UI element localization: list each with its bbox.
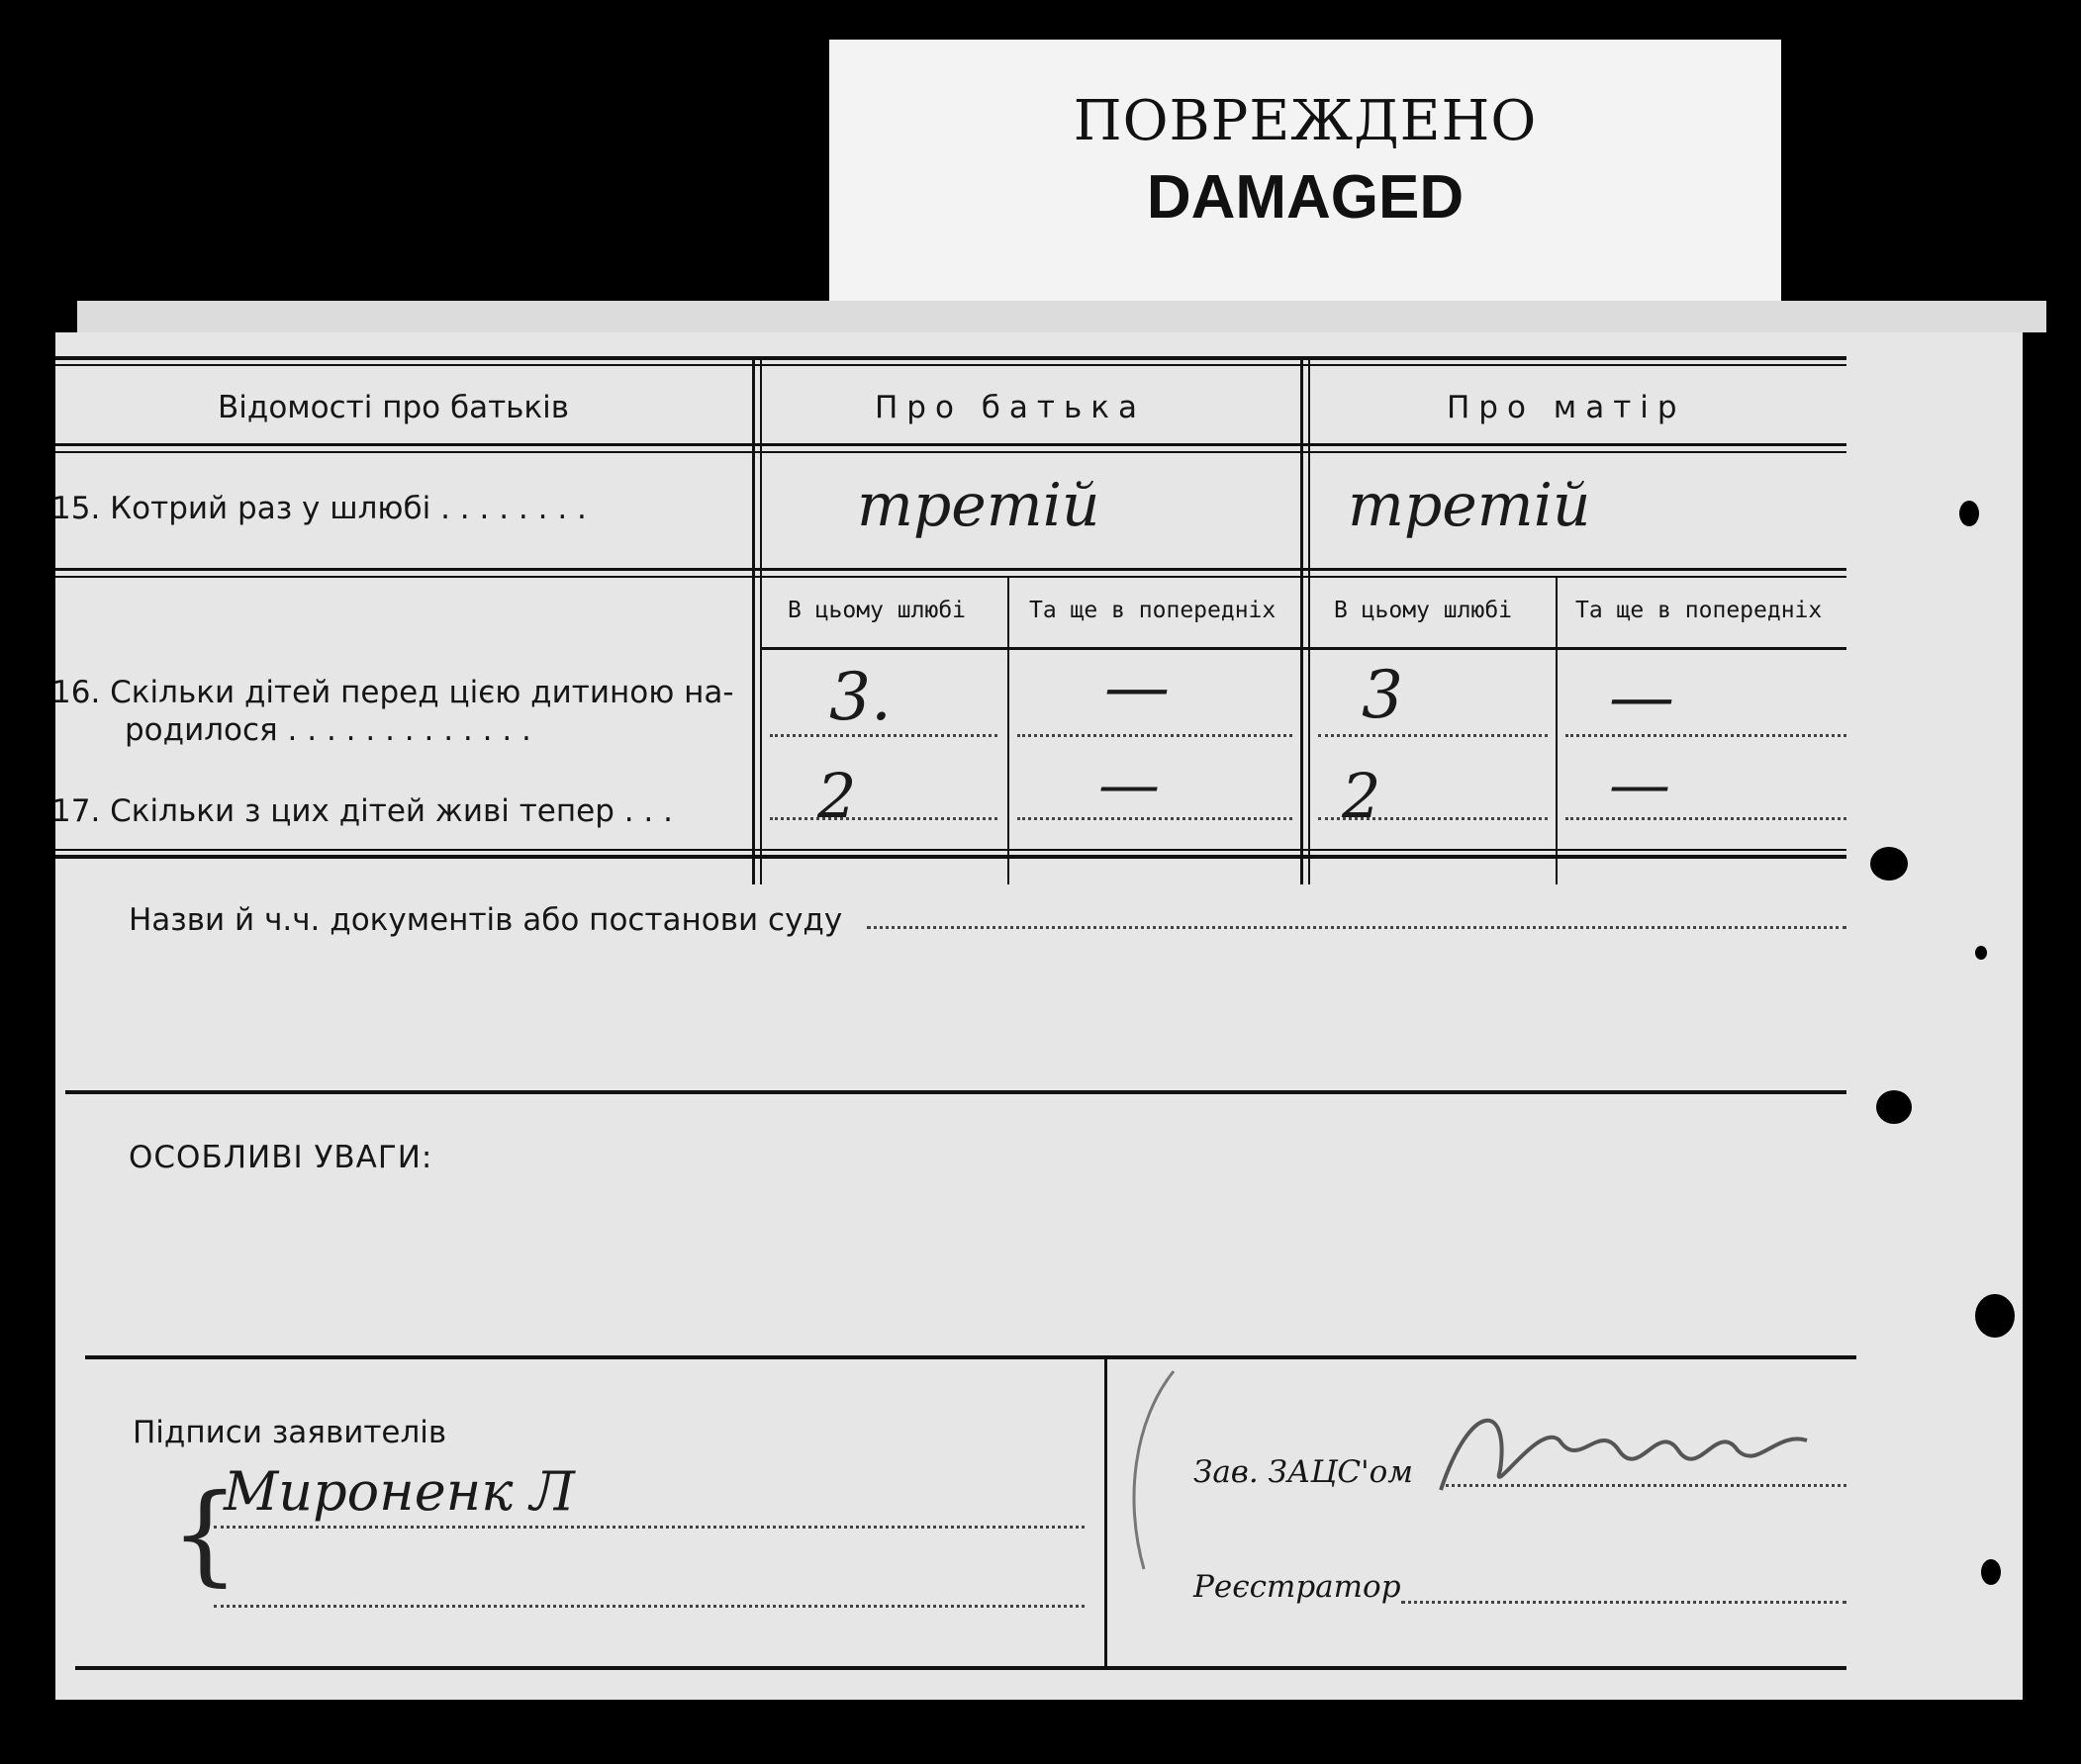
row15-rule-thin (55, 576, 1846, 578)
header-rule-thin (55, 451, 1846, 453)
row16-mother-this: 3 (1362, 657, 1403, 733)
row15-rule (55, 568, 1846, 571)
header-mother: Про матір (1447, 390, 1686, 425)
damage-hole (1959, 501, 1979, 526)
row17-rule-thin (55, 849, 1846, 851)
applicants-label: Підписи заявителів (133, 1415, 447, 1450)
sub-mother-prev: Та ще в попередніх (1575, 598, 1823, 623)
col-sep-2b (1308, 360, 1310, 884)
sub-mother-this: В цьому шлюбі (1334, 598, 1513, 623)
form-page (51, 332, 2023, 1700)
pencil-bracket-mark (1114, 1361, 1193, 1579)
header-col-label: Відомості про батьків (218, 390, 570, 425)
damage-hole (1876, 1090, 1912, 1124)
notes-section-rule (85, 1355, 1856, 1359)
documents-label: Назви й ч.ч. документів або постанови суду (129, 902, 843, 938)
right-dark-edge (2023, 332, 2081, 1764)
registrar-label: Реєстратор (1193, 1569, 1401, 1605)
sub-sep-mother (1556, 576, 1558, 884)
row17-mother-this-line (1318, 817, 1548, 820)
row16-mother-prev-line (1565, 734, 1846, 737)
registrar-line (1401, 1601, 1846, 1604)
row17-mother-prev-line (1565, 817, 1846, 820)
damage-hole (1975, 946, 1987, 960)
applicant-line-2 (214, 1605, 1085, 1608)
applicants-brace: { (170, 1470, 239, 1597)
row17-father-prev-line (1017, 817, 1292, 820)
sub-father-prev: Та ще в попередніх (1029, 598, 1277, 623)
row17-father-this-line (770, 817, 997, 820)
row16-father-this-line (770, 734, 997, 737)
row17-mother-prev: — (1609, 748, 1670, 820)
row15-mother-value: третій (1348, 471, 1591, 540)
damaged-label-card (829, 40, 1781, 338)
notes-label: ОСОБЛИВІ УВАГИ: (129, 1140, 433, 1175)
subheader-rule (760, 647, 1846, 650)
applicant-signature: Мироненк Л (224, 1460, 575, 1523)
row17-father-this: 2 (817, 760, 857, 832)
row16-mother-prev: — (1609, 659, 1674, 735)
row17-father-prev: — (1098, 748, 1160, 820)
row17-label: 17. Скільки з цих дітей живі тепер . . . (51, 793, 673, 829)
damage-hole (1870, 847, 1908, 881)
col-sep-1b (760, 360, 762, 884)
row16-father-prev-line (1017, 734, 1292, 737)
sub-sep-father (1007, 576, 1009, 884)
row16-label-2: родилося . . . . . . . . . . . . . (125, 712, 531, 748)
damaged-label-ua: ПОВРЕЖДЕНО (1073, 89, 1538, 153)
row16-father-this: 3. (829, 659, 892, 735)
head-signature-scrawl (1431, 1381, 1846, 1510)
col-sep-1 (752, 360, 755, 884)
damage-hole (1975, 1294, 2015, 1338)
damage-hole (1981, 1559, 2001, 1585)
top-rule (55, 356, 1846, 360)
row16-mother-this-line (1318, 734, 1548, 737)
col-sep-2 (1300, 360, 1303, 884)
top-rule-thin (55, 364, 1846, 366)
head-label: Зав. ЗАЦС'ом (1193, 1454, 1413, 1490)
table-bottom-rule (55, 855, 1846, 859)
damaged-label-en: DAMAGED (1146, 163, 1465, 232)
signature-divider (1104, 1359, 1107, 1666)
bottom-rule (75, 1666, 1846, 1670)
documents-section-rule (65, 1090, 1846, 1094)
header-father: Про батька (875, 390, 1146, 425)
row16-label-1: 16. Скільки дітей перед цією дитиною на- (51, 675, 734, 710)
row17-mother-this: 2 (1342, 760, 1381, 832)
documents-line (867, 926, 1846, 929)
row15-label: 15. Котрий раз у шлюбі . . . . . . . . (51, 491, 587, 526)
row16-father-prev: — (1104, 649, 1170, 725)
header-rule (55, 443, 1846, 446)
sub-father-this: В цьому шлюбі (788, 598, 967, 623)
row15-father-value: третій (857, 471, 1100, 540)
applicant-line-1 (214, 1526, 1085, 1529)
